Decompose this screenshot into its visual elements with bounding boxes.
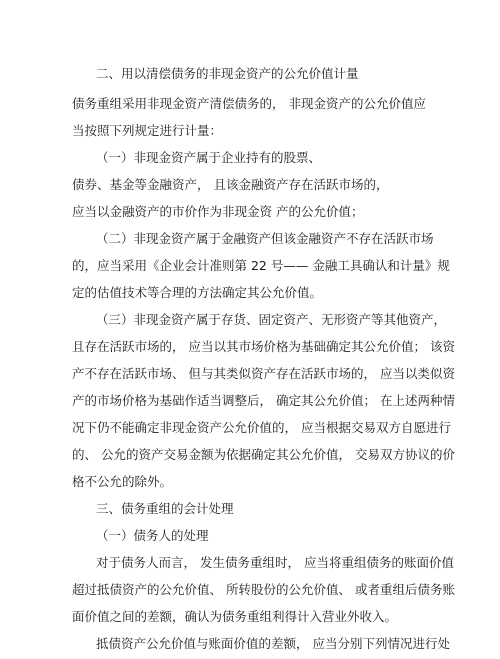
paragraph-line: 抵债资产公允价值与账面价值的差额， 应当分别下列情况进行处 [96, 636, 450, 651]
list-item-1-line: 债券、基金等金融资产， 且该金融资产存在活跃市场的， [72, 177, 389, 192]
list-item-2-line: （二）非现金资产属于金融资产但该金融资产不存在活跃市场 [96, 231, 434, 246]
list-item-1-line: （一）非现金资产属于企业持有的股票、 [96, 150, 322, 165]
subsection-heading: （一）债务人的处理 [96, 528, 209, 543]
paragraph-line: 对于债务人而言， 发生债务重组时， 应当将重组债务的账面价值 [96, 555, 454, 570]
list-item-3-line: （三）非现金资产属于存货、固定资产、无形资产等其他资产， [96, 312, 447, 327]
list-item-3-line: 产的市场价格为基础作适当调整后， 确定其公允价值； 在上述两种情 [72, 393, 455, 408]
paragraph-line: 当按照下列规定进行计量： [72, 123, 223, 138]
list-item-3-line: 况下仍不能确定非现金资产公允价值的， 应当根据交易双方自愿进行 [72, 420, 451, 435]
section-heading-2: 二、用以清偿债务的非现金资产的公允价值计量 [96, 66, 359, 81]
section-heading-3: 三、债务重组的会计处理 [96, 501, 234, 516]
list-item-3-line: 且存在活跃市场的， 应当以其市场价格为基础确定其公允价值； 该资 [72, 339, 455, 354]
paragraph-line: 债务重组采用非现金资产清偿债务的， 非现金资产的公允价值应 [72, 96, 426, 111]
list-item-2-line: 定的估值技术等合理的方法确定其公允价值。 [72, 285, 323, 300]
list-item-3-line: 格不公允的除外。 [72, 474, 173, 489]
list-item-3-line: 的、 公允的资产交易金额为依据确定其公允价值， 交易双方协议的价 [72, 447, 455, 462]
paragraph-line: 面价值之间的差额，确认为债务重组利得计入营业外收入。 [72, 609, 398, 624]
list-item-2-line: 的，应当采用《企业会计准则第 22 号—— 金融工具确认和计量》规 [72, 258, 450, 273]
list-item-1-line: 应当以金融资产的市价作为非现金资 产的公允价值； [72, 204, 364, 219]
list-item-3-line: 产不存在活跃市场、 但与其类似资产存在活跃市场的， 应当以类似资 [72, 366, 455, 381]
paragraph-line: 超过抵债资产的公允价值、 所转股份的公允价值、 或者重组后债务账 [72, 582, 455, 597]
